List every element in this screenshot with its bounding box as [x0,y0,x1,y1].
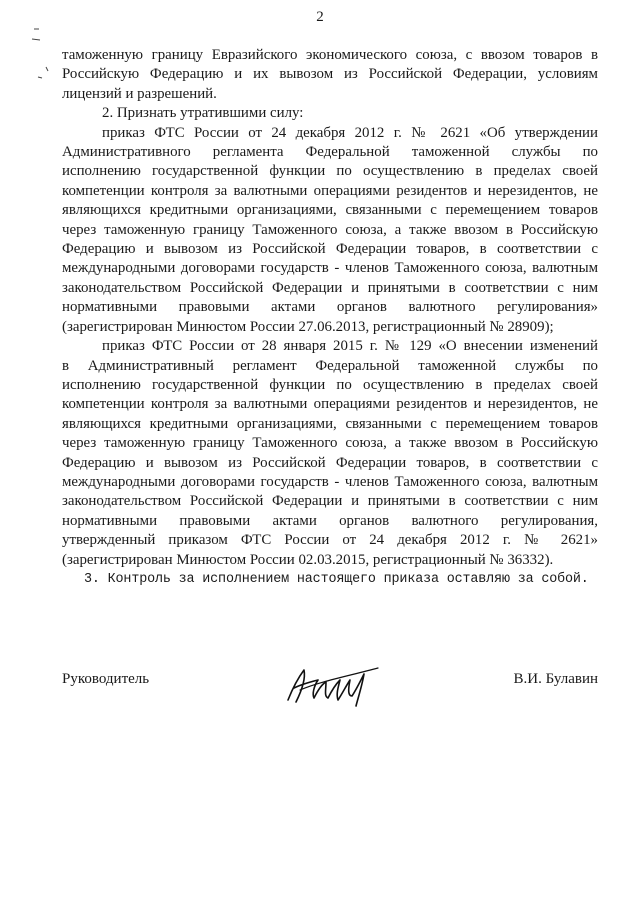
text-line: компетенции контроля за валютными операциями резидентов и нерезидентов, не [62,396,598,413]
text-line: исполнению государственной функции по осуществлению в пределах своей [62,376,598,393]
text-line: (зарегистрирован Минюстом России 02.03.2015, регистрационный № 36332). [62,551,554,568]
text-line: приказ ФТС России от 28 января 2015 г. № 129 «О внесении изменений [102,338,598,355]
text-line: являющихся кредитными организациями, связанными с перемещением товаров [62,202,598,219]
text-line: таможенную границу Евразийского экономического союза, с ввозом товаров в [62,47,598,63]
text-line: (зарегистрирован Минюстом России 27.06.2013, регистрационный № 28909); [62,318,554,335]
text-line: приказ ФТС России от 24 декабря 2012 г. № 2621 «Об утверждении [102,124,598,141]
text-line: через таможенную границу Таможенного союза, а также ввозом в Российскую [62,435,598,452]
text-line: компетенции контроля за валютными операциями резидентов и нерезидентов, не [62,182,598,199]
order-2621-paragraph [62,124,598,337]
handwritten-signature [278,660,388,710]
text-line: через таможенную границу Таможенного союза, а также ввозом в Российскую [62,221,598,238]
text-line: Административного регламента Федеральной таможенной службы по [62,144,598,161]
text-line: в Административный регламент Федеральной таможенной службы по [62,357,598,374]
text-line: 2. Признать утратившими силу: [102,105,304,122]
text-line: законодательством Российской Федерации и принятыми в соответствии с ним [62,493,598,510]
text-line: являющихся кредитными организациями, связанными с перемещением товаров [62,415,598,432]
item-2-heading [62,104,598,123]
text-line: лицензий и разрешений. [62,85,217,102]
text-line: 3. Контроль за исполнением настоящего приказа оставляю за собой. [84,571,589,587]
page-number: 2 [316,9,324,25]
signatory-title: Руководитель [62,671,150,687]
text-line: Российскую Федерацию и их вывозом из Российской Федерации, условиям [62,66,598,83]
item-3-paragraph [62,570,598,589]
text-line: международными договорами государств - членов Таможенного союза, валютным [62,473,598,490]
text-line: Федерацию и вывозом из Российской Федерации товаров, в соответствии с [62,454,598,471]
text-line: законодательством Российской Федерации и принятыми в соответствии с ним [62,279,598,296]
signatory-name: В.И. Булавин [513,671,598,687]
text-line: утвержденный приказом ФТС России от 24 декабря 2012 г. № 2621» [62,532,598,549]
text-line: международными договорами государств - членов Таможенного союза, валютным [62,260,598,277]
document-body [62,46,598,589]
text-line: Федерацию и вывозом из Российской Федерации товаров, в соответствии с [62,241,598,258]
paragraph-continuation [62,46,598,104]
scan-edge-marks [30,25,50,85]
order-129-paragraph [62,337,598,570]
text-line: исполнению государственной функции по осуществлению в пределах своей [62,163,598,180]
text-line: нормативными правовыми актами органов валютного регулирования, [62,512,598,529]
text-line: нормативными правовыми актами органов валютного регулирования» [62,299,598,316]
